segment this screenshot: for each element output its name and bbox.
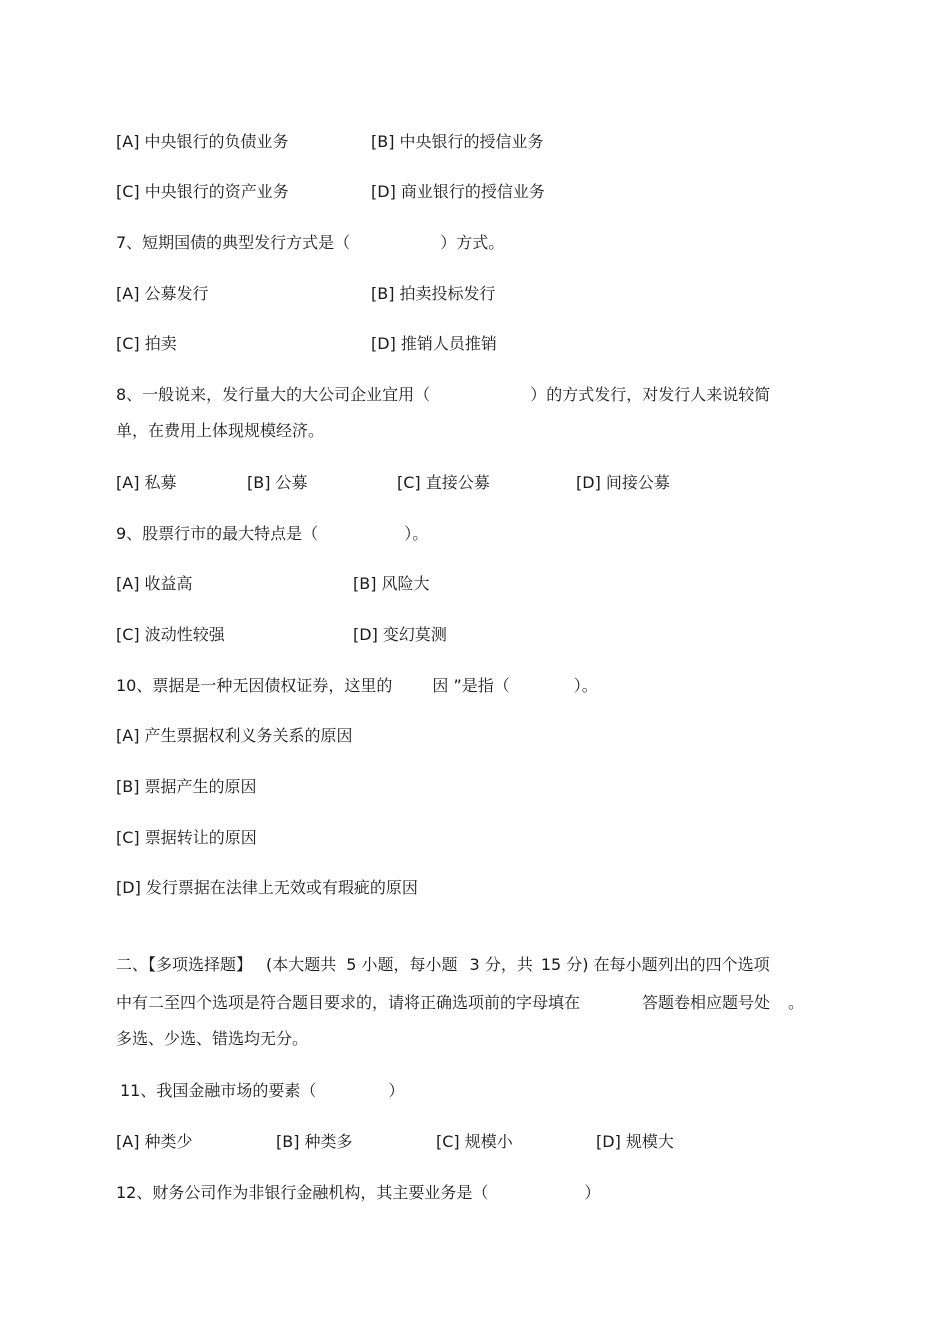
section2-instructions-line3: 多选、少选、错选均无分。 [116, 1029, 309, 1048]
section2-instructions-line1 [116, 955, 770, 975]
q9-option-b: [B] 风险大 [353, 574, 430, 593]
q12-stem-end: ） [584, 1183, 601, 1202]
q9-stem [116, 524, 428, 544]
q8-option-d: [D] 间接公募 [576, 473, 670, 492]
section2-title: 二、【多项选择题】 [116, 955, 253, 974]
q7-option-d: [D] 推销人员推销 [371, 334, 497, 353]
q7-stem-start: 7、短期国债的典型发行方式是（ [116, 233, 351, 252]
q11-stem-start: 11、我国金融市场的要素（ [120, 1081, 317, 1100]
q12-stem-start: 12、财务公司作为非银行金融机构，其主要业务是（ [116, 1183, 489, 1202]
q6-option-c: [C] 中央银行的资产业务 [116, 182, 289, 201]
q9-stem-start: 9、股票行市的最大特点是（ [116, 524, 319, 543]
q11-option-c: [C] 规模小 [436, 1132, 513, 1151]
q10-stem-middle: 因 ”是指（ [432, 676, 510, 695]
q8-stem-middle: ）的方式发行，对发行人来说较简 [530, 385, 771, 404]
section2-text-line2c: 。 [788, 993, 805, 1012]
q9-stem-end: ）。 [404, 524, 429, 543]
q7-option-a: [A] 公募发行 [116, 284, 209, 303]
q7-stem [116, 233, 504, 253]
section2-text-line2b: 答题卷相应题号处 [642, 993, 771, 1012]
section2-text-d: 3 分，共 [469, 955, 533, 974]
q11-option-b: [B] 种类多 [276, 1132, 353, 1151]
q10-stem-start: 10、票据是一种无因债权证券，这里的 [116, 676, 393, 695]
q10-option-b: [B] 票据产生的原因 [116, 777, 257, 796]
q8-stem-line1 [116, 385, 770, 405]
q6-option-b: [B] 中央银行的授信业务 [371, 132, 544, 151]
q11-option-d: [D] 规模大 [596, 1132, 674, 1151]
q9-option-a: [A] 收益高 [116, 574, 193, 593]
q10-stem-end: ）。 [573, 676, 598, 695]
q8-option-b: [B] 公募 [247, 473, 308, 492]
q6-option-d: [D] 商业银行的授信业务 [371, 182, 545, 201]
q9-option-d: [D] 变幻莫测 [353, 625, 447, 644]
q8-option-a: [A] 私募 [116, 473, 177, 492]
q6-option-a: [A] 中央银行的负债业务 [116, 132, 289, 151]
q10-option-a: [A] 产生票据权利义务关系的原因 [116, 726, 353, 745]
q9-option-c: [C] 波动性较强 [116, 625, 225, 644]
q8-option-c: [C] 直接公募 [397, 473, 490, 492]
q11-stem-end: ） [388, 1081, 405, 1100]
section2-text-b: (本大题共 [266, 955, 337, 974]
q7-option-b: [B] 拍卖投标发行 [371, 284, 496, 303]
q7-stem-end: ）方式。 [440, 233, 505, 252]
q10-option-c: [C] 票据转让的原因 [116, 828, 257, 847]
section2-instructions-line2 [116, 993, 804, 1013]
section2-text-e: 15 分) 在每小题列出的四个选项 [540, 955, 770, 974]
section2-text-c: 5 小题，每小题 [346, 955, 458, 974]
q11-stem [120, 1081, 404, 1101]
q11-option-a: [A] 种类少 [116, 1132, 193, 1151]
q8-stem-start: 8、一般说来，发行量大的大公司企业宜用（ [116, 385, 431, 404]
q10-stem [116, 676, 598, 696]
section2-text-line2a: 中有二至四个选项是符合题目要求的，请将正确选项前的字母填在 [116, 993, 581, 1012]
q7-option-c: [C] 拍卖 [116, 334, 177, 353]
q8-stem-line2: 单，在费用上体现规模经济。 [116, 421, 325, 440]
q12-stem [116, 1183, 600, 1203]
q10-option-d: [D] 发行票据在法律上无效或有瑕疵的原因 [116, 878, 418, 897]
